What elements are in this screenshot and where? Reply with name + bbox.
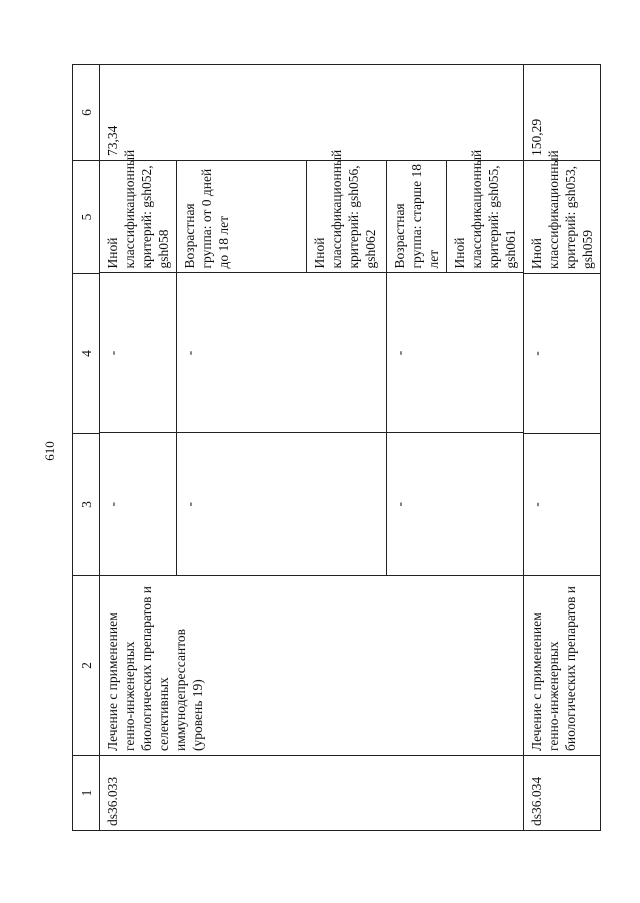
sub-col3-empty xyxy=(447,433,524,575)
header-row xyxy=(73,65,100,831)
row-coefficient: 73,34 xyxy=(100,65,524,161)
row-code: ds36.034 xyxy=(524,756,601,831)
row-coefficient: 150,29 xyxy=(524,65,601,161)
sub-col4: - xyxy=(100,273,177,433)
row-col4: - xyxy=(524,274,601,434)
page-number: 610 xyxy=(42,441,57,461)
table-row xyxy=(100,65,524,831)
row-col5: Иной классификационный критерий: gsh053, gsh059 xyxy=(524,161,601,274)
rotated-table-container xyxy=(72,65,595,831)
sub-row xyxy=(447,160,524,575)
sub-col3: - xyxy=(177,433,307,575)
header-col-1: 1 xyxy=(73,756,100,831)
row-code: ds36.033 xyxy=(100,756,524,831)
header-col-3: 3 xyxy=(73,434,100,576)
table-row xyxy=(524,65,601,831)
sub-col4-empty xyxy=(307,273,387,433)
subrows-cell xyxy=(100,149,524,576)
sub-col5: Возрастная группа: старше 18 лет xyxy=(387,160,447,273)
row-col3: - xyxy=(524,434,601,576)
subrows-table xyxy=(100,149,523,575)
sub-col5: Иной классификационный критерий: gsh052, gsh058 xyxy=(100,160,177,273)
sub-row xyxy=(307,160,387,575)
sub-col5: Иной классификационный критерий: gsh056, gsh062 xyxy=(307,160,387,273)
row-name: Лечение с применением генно-инженерных биологических препаратов и xyxy=(524,576,601,756)
sub-col3-empty xyxy=(307,433,387,575)
sub-col3: - xyxy=(387,433,447,575)
sub-col4-empty xyxy=(447,273,524,433)
sub-col5: Иной классификационный критерий: gsh055, gsh061 xyxy=(452,149,518,269)
header-col-4: 4 xyxy=(73,274,100,434)
sub-row xyxy=(177,160,307,575)
header-col-6: 6 xyxy=(73,65,100,161)
sub-row xyxy=(100,160,177,575)
row-name: Лечение с применением генно-инженерных биологических препаратов и селективных иммунодепрессантов (уровень 19) xyxy=(100,576,524,756)
header-col-5: 5 xyxy=(73,161,100,274)
sub-row xyxy=(387,160,447,575)
sub-col4: - xyxy=(177,273,307,433)
sub-col3: - xyxy=(100,433,177,575)
sub-col5: Возрастная группа: от 0 дней до 18 лет xyxy=(177,160,307,273)
tariff-table xyxy=(72,64,601,831)
header-col-2: 2 xyxy=(73,576,100,756)
sub-col4: - xyxy=(387,273,447,433)
